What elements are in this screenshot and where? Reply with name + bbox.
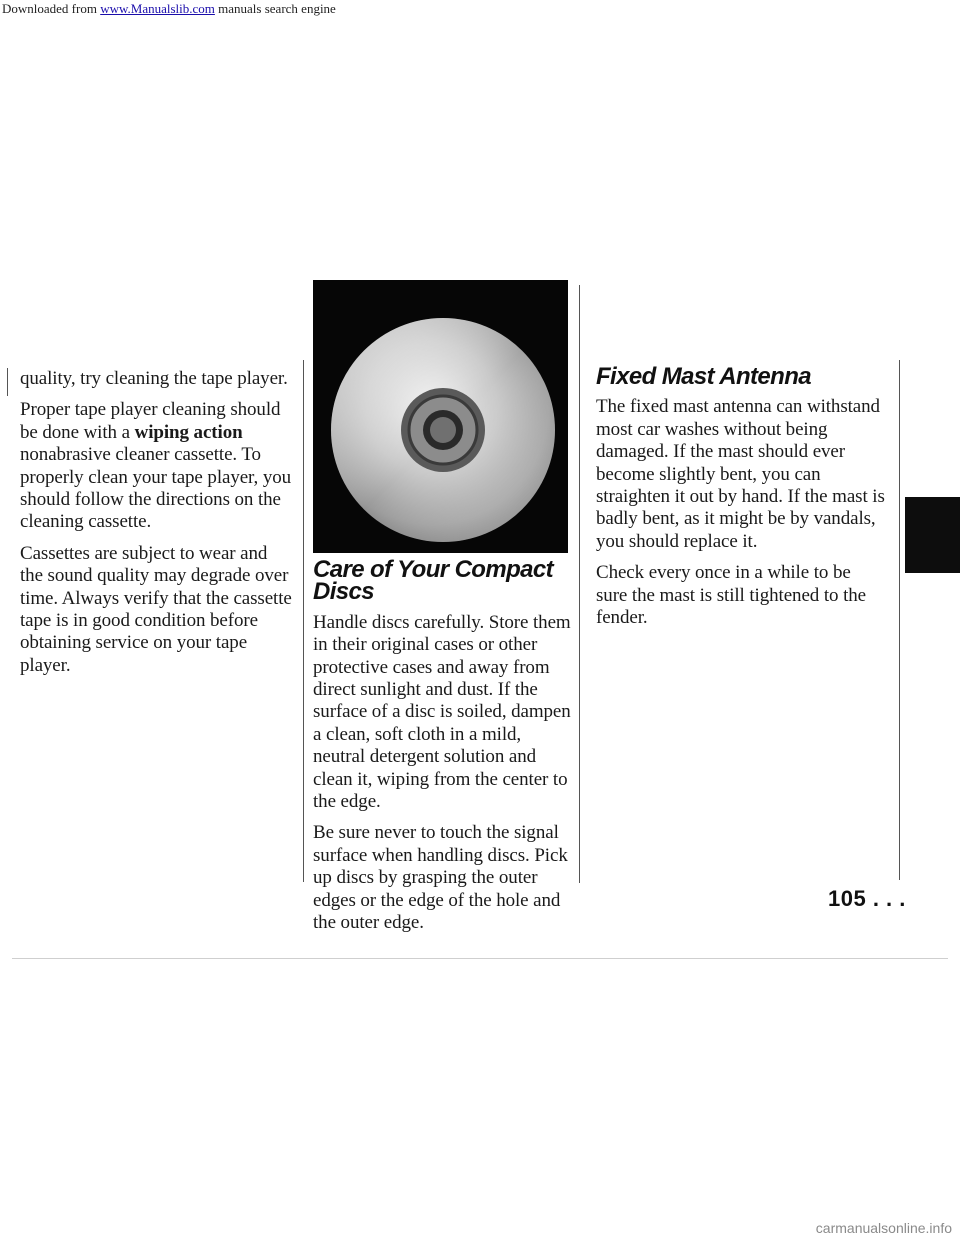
bottom-divider: [12, 958, 948, 959]
watermark-brand: carmanualsonline.info: [815, 1220, 952, 1236]
paragraph-continuation: quality, try cleaning the tape player.: [20, 368, 288, 389]
banner-suffix: manuals search engine: [214, 1, 336, 16]
paragraph-antenna-check: Check every once in a while to be sure the mast is still tightened to the fender.: [596, 562, 866, 629]
section-thumb-tab: [905, 497, 960, 573]
page-number: 105 . . .: [828, 886, 906, 911]
column-divider-3: [899, 360, 900, 880]
column-divider-2: [579, 285, 580, 883]
heading-care-compact-discs: Care of Your Compact Discs: [313, 556, 554, 606]
cleaning-text-start: Proper tape player cleaning should be done with a: [20, 399, 281, 443]
heading-fixed-mast-antenna: Fixed Mast Antenna: [596, 363, 812, 390]
column-compact-discs: [313, 556, 575, 944]
cleaning-text-end: nonabrasive cleaner cassette. To properly clean your tape player, you should follow the directions on the cleaning cassette.: [20, 444, 292, 533]
left-margin-rule: [7, 368, 8, 396]
column-tape-player: [20, 368, 292, 686]
paragraph-signal-surface: Be sure never to touch the signal surface when handling discs. Pick up discs by grasping the outer edges or the edge of the hole and the outer edge.: [313, 822, 568, 934]
paragraph-cassette-wear: Cassettes are subject to wear and the sound quality may degrade over time. Always verify that the cassette tape is in good condition before obtaining service on your tape player.: [20, 542, 292, 676]
compact-disc-photo: [313, 280, 568, 553]
manualslib-link[interactable]: www.Manualslib.com: [100, 1, 215, 16]
paragraph-antenna-washes: The fixed mast antenna can withstand most car washes without being damaged. If the mast should ever become slightly bent, you can straighten it out by hand. If the mast is badly bent, as it might be by vandals, you should replace it.: [596, 396, 885, 552]
banner-prefix: Downloaded from: [2, 1, 101, 16]
compact-disc-icon: [313, 280, 568, 553]
wiping-action-term: wiping action: [134, 421, 243, 443]
paragraph-cleaning: [20, 399, 292, 533]
column-antenna: [596, 363, 886, 638]
column-divider-1: [303, 360, 304, 882]
download-banner: [0, 0, 960, 17]
paragraph-handle-discs: Handle discs carefully. Store them in their original cases or other protective cases and away from direct sunlight and dust. If the surface of a disc is soiled, dampen a clean, soft cloth in a mild, neutral detergent solution and clean it, wiping from the center to the edge.: [313, 611, 571, 813]
